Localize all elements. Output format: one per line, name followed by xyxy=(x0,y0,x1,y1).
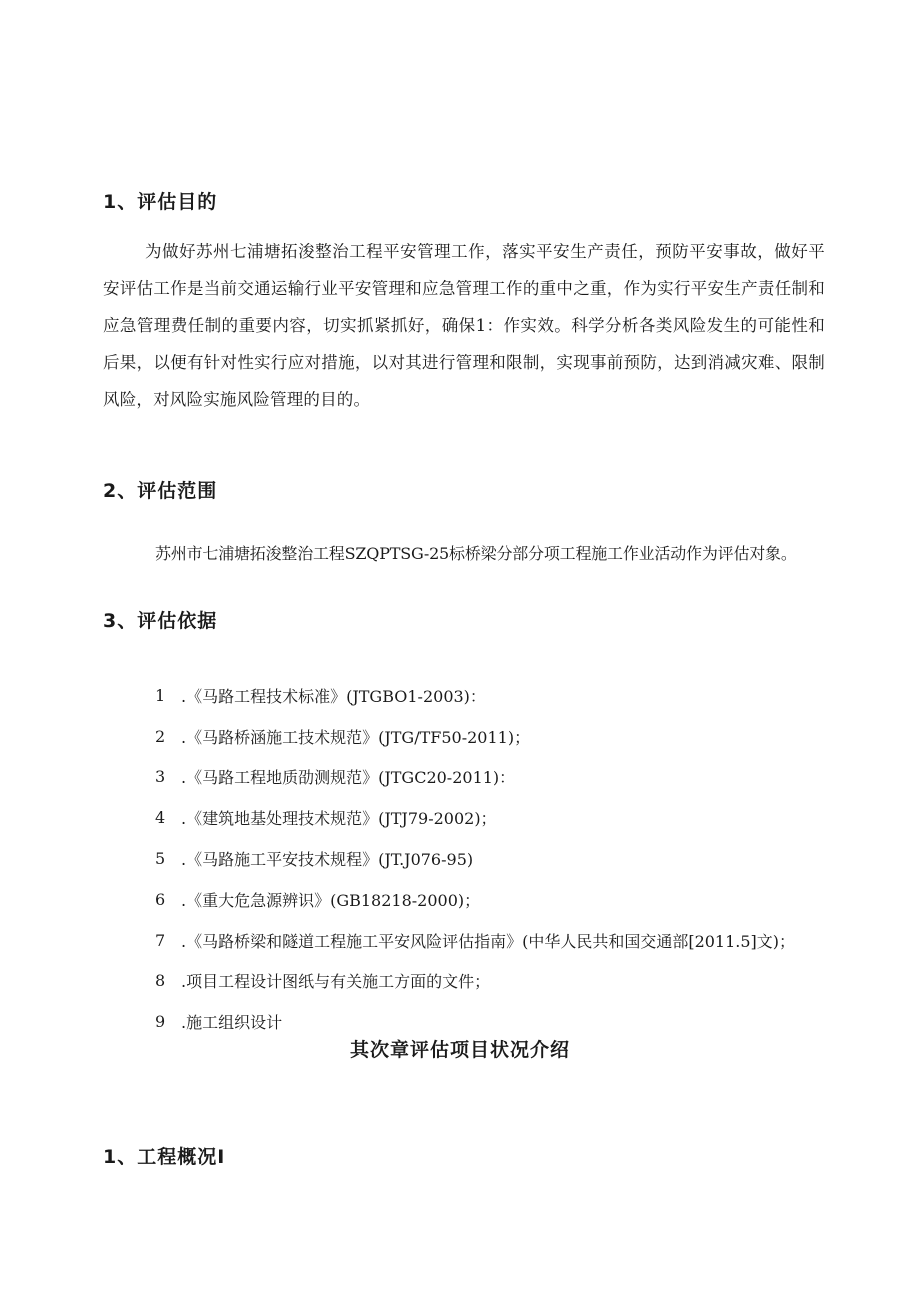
reference-item xyxy=(155,757,795,798)
section-heading-scope: 2、评估范围 xyxy=(103,480,218,502)
reference-text: .《马路工程技术标准》(JTGBO1-2003)： xyxy=(181,686,486,706)
reference-list xyxy=(155,675,795,1042)
reference-number: 9 xyxy=(155,1012,166,1032)
reference-item xyxy=(155,797,795,838)
reference-number: 2 xyxy=(155,726,166,746)
reference-item xyxy=(155,879,795,920)
reference-text: .《重大危急源辨识》(GB18218-2000)； xyxy=(181,890,481,910)
reference-text: .项目工程设计图纸与有关施工方面的文件； xyxy=(181,972,491,992)
chapter-title: 其次章评估项目状况介绍 xyxy=(349,1039,570,1061)
reference-item xyxy=(155,838,795,879)
section-heading-purpose: 1、评估目的 xyxy=(103,191,218,213)
reference-number: 6 xyxy=(155,889,166,909)
reference-item xyxy=(155,920,795,961)
reference-number: 8 xyxy=(155,971,166,991)
purpose-paragraph: 为做好苏州七浦塘拓浚整治工程平安管理工作，落实平安生产责任，预防平安事故，做好平安评估工作是当前交通运输行业平安管理和应急管理工作的重中之重，作为实行平安生产责任制和应急管理费任制的重要内容，切实抓紧抓好，确保1：作实效。科学分析各类风险发生的可能性和后果，以便有针对性实行应对措施，以对其进行管理和限制，实现事前预防，达到消减灾难、限制风险，对风险实施风险管理的目的。 xyxy=(103,242,825,409)
reference-text: .《马路桥涵施工技术规范》(JTG/TF50-2011)； xyxy=(181,727,531,747)
reference-number: 3 xyxy=(155,767,166,787)
reference-text: .施工组织设计 xyxy=(181,1013,283,1033)
reference-item xyxy=(155,961,795,1002)
scope-paragraph: 苏州市七浦塘拓浚整治工程SZQPTSG-25标桥梁分部分项工程施工作业活动作为评估对象。 xyxy=(155,544,797,563)
reference-text: .《马路施工平安技术规程》(JT.J076-95) xyxy=(181,850,474,870)
reference-item xyxy=(155,716,795,757)
section-heading-overview: 1、工程概况I xyxy=(103,1146,226,1168)
reference-text: .《建筑地基处理技术规范》(JTJ79-2002)； xyxy=(181,809,497,829)
reference-number: 5 xyxy=(155,849,166,869)
section-heading-basis: 3、评估依据 xyxy=(103,610,218,632)
reference-item xyxy=(155,675,795,716)
reference-text: .《马路工程地质劭测规范》(JTGC20-2011)： xyxy=(181,768,516,788)
reference-number: 1 xyxy=(155,685,166,705)
reference-number: 4 xyxy=(155,808,166,828)
reference-text: .《马路桥梁和隧道工程施工平安风险评估指南》(中华人民共和国交通部[2011.5]文)； xyxy=(181,931,796,951)
reference-number: 7 xyxy=(155,930,166,950)
